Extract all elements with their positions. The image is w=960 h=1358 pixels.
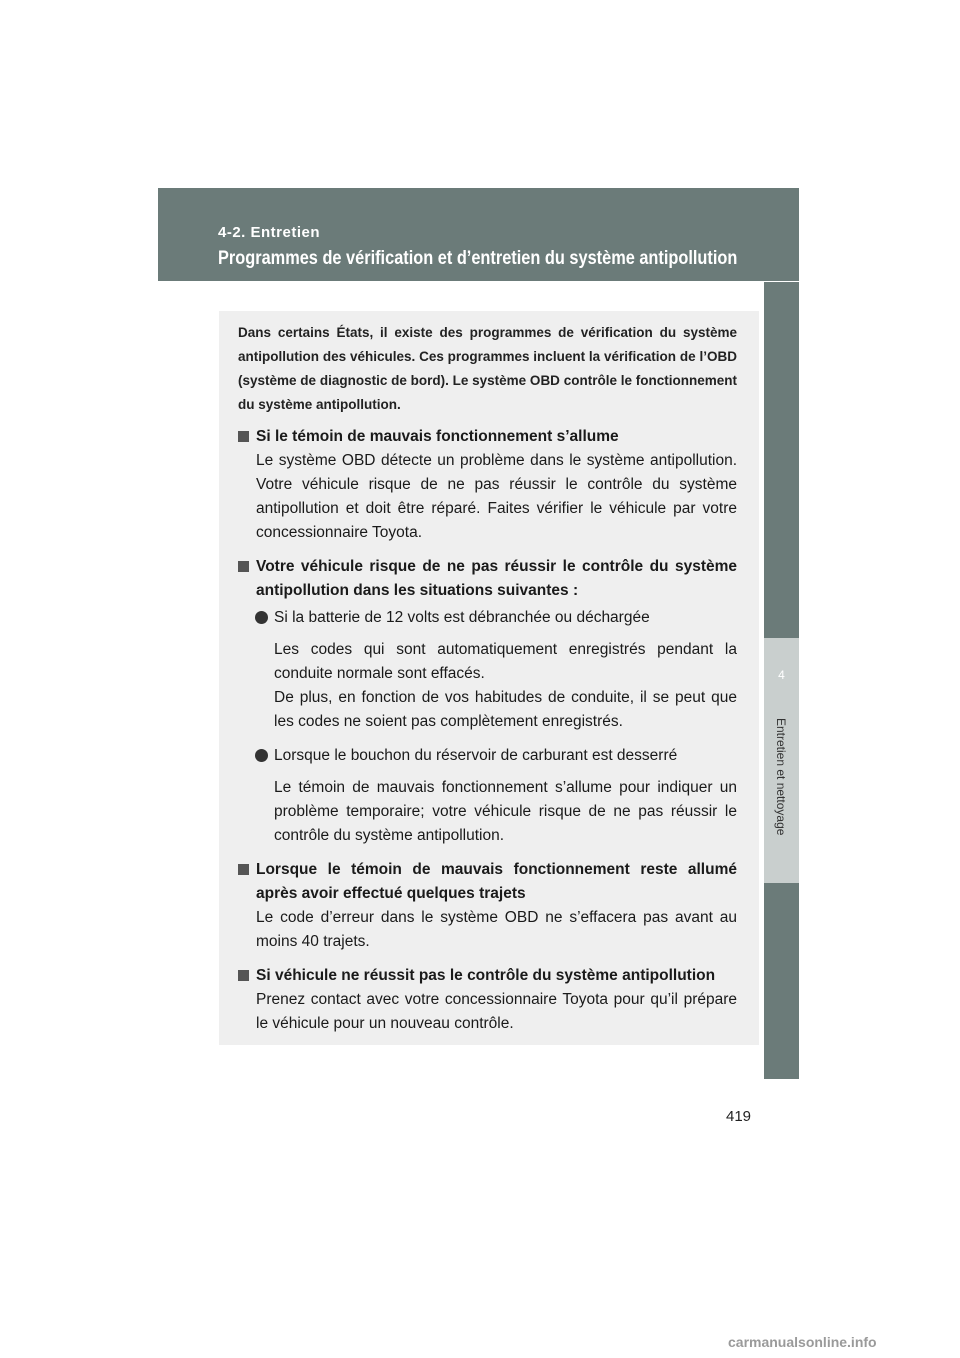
square-bullet-icon (238, 431, 249, 442)
section-heading: Votre véhicule risque de ne pas réussir le contrôle du système antipollution dans les situations suivantes : (238, 555, 737, 603)
intro-text: Dans certains États, il existe des programmes de vérification du système antipollution des véhicules. Ces programmes incluent la vérification de l’OBD (système de diagnostic de bord). Le système OBD contrôle le fonctionnement du système antipollution. (238, 325, 737, 412)
page-title: Programmes de vérification et d’entretien du système antipollution (218, 248, 738, 269)
section-text: Le code d’erreur dans le système OBD ne s’effacera pas avant au moins 40 trajets. (256, 909, 737, 950)
bullet-text: Les codes qui sont automatiquement enregistrés pendant la conduite normale sont effacés. De plus, en fonction de vos habitudes de conduite, il se peut que les codes ne soient pas complètement enregistrés. (274, 641, 737, 730)
section-heading: Lorsque le témoin de mauvais fonctionnement reste allumé après avoir effectué quelques trajets (238, 858, 737, 906)
bullet-text: Le témoin de mauvais fonctionnement s’allume pour indiquer un problème temporaire; votre véhicule risque de ne pas réussir le contrôle du système antipollution. (274, 779, 737, 844)
section-heading: Si le témoin de mauvais fonctionnement s’allume (238, 425, 737, 449)
page-number: 419 (726, 1108, 752, 1125)
section-heading: Si véhicule ne réussit pas le contrôle du système antipollution (238, 964, 737, 988)
square-bullet-icon (238, 864, 249, 875)
chapter-name: Entretien et nettoyage (774, 718, 788, 836)
watermark: carmanualsonline.info (728, 1334, 877, 1350)
square-bullet-icon (238, 561, 249, 572)
bullet-item: Lorsque le bouchon du réservoir de carburant est desserré (274, 744, 737, 768)
page-header (158, 188, 799, 281)
section-text: Le système OBD détecte un problème dans le système antipollution. Votre véhicule risque de ne pas réussir le contrôle du système antipollution et doit être réparé. Faites vérifier le véhicule par votre concessionnaire Toyota. (256, 452, 737, 541)
section-label: 4-2. Entretien (218, 224, 321, 241)
bullet-item: Si la batterie de 12 volts est débranchée ou déchargée (274, 606, 737, 630)
content (238, 321, 737, 1046)
square-bullet-icon (238, 970, 249, 981)
round-bullet-icon (255, 749, 268, 762)
round-bullet-icon (255, 611, 268, 624)
section-text: Prenez contact avec votre concessionnaire Toyota pour qu’il prépare le véhicule pour un nouveau contrôle. (256, 991, 737, 1032)
chapter-number: 4 (778, 668, 785, 682)
